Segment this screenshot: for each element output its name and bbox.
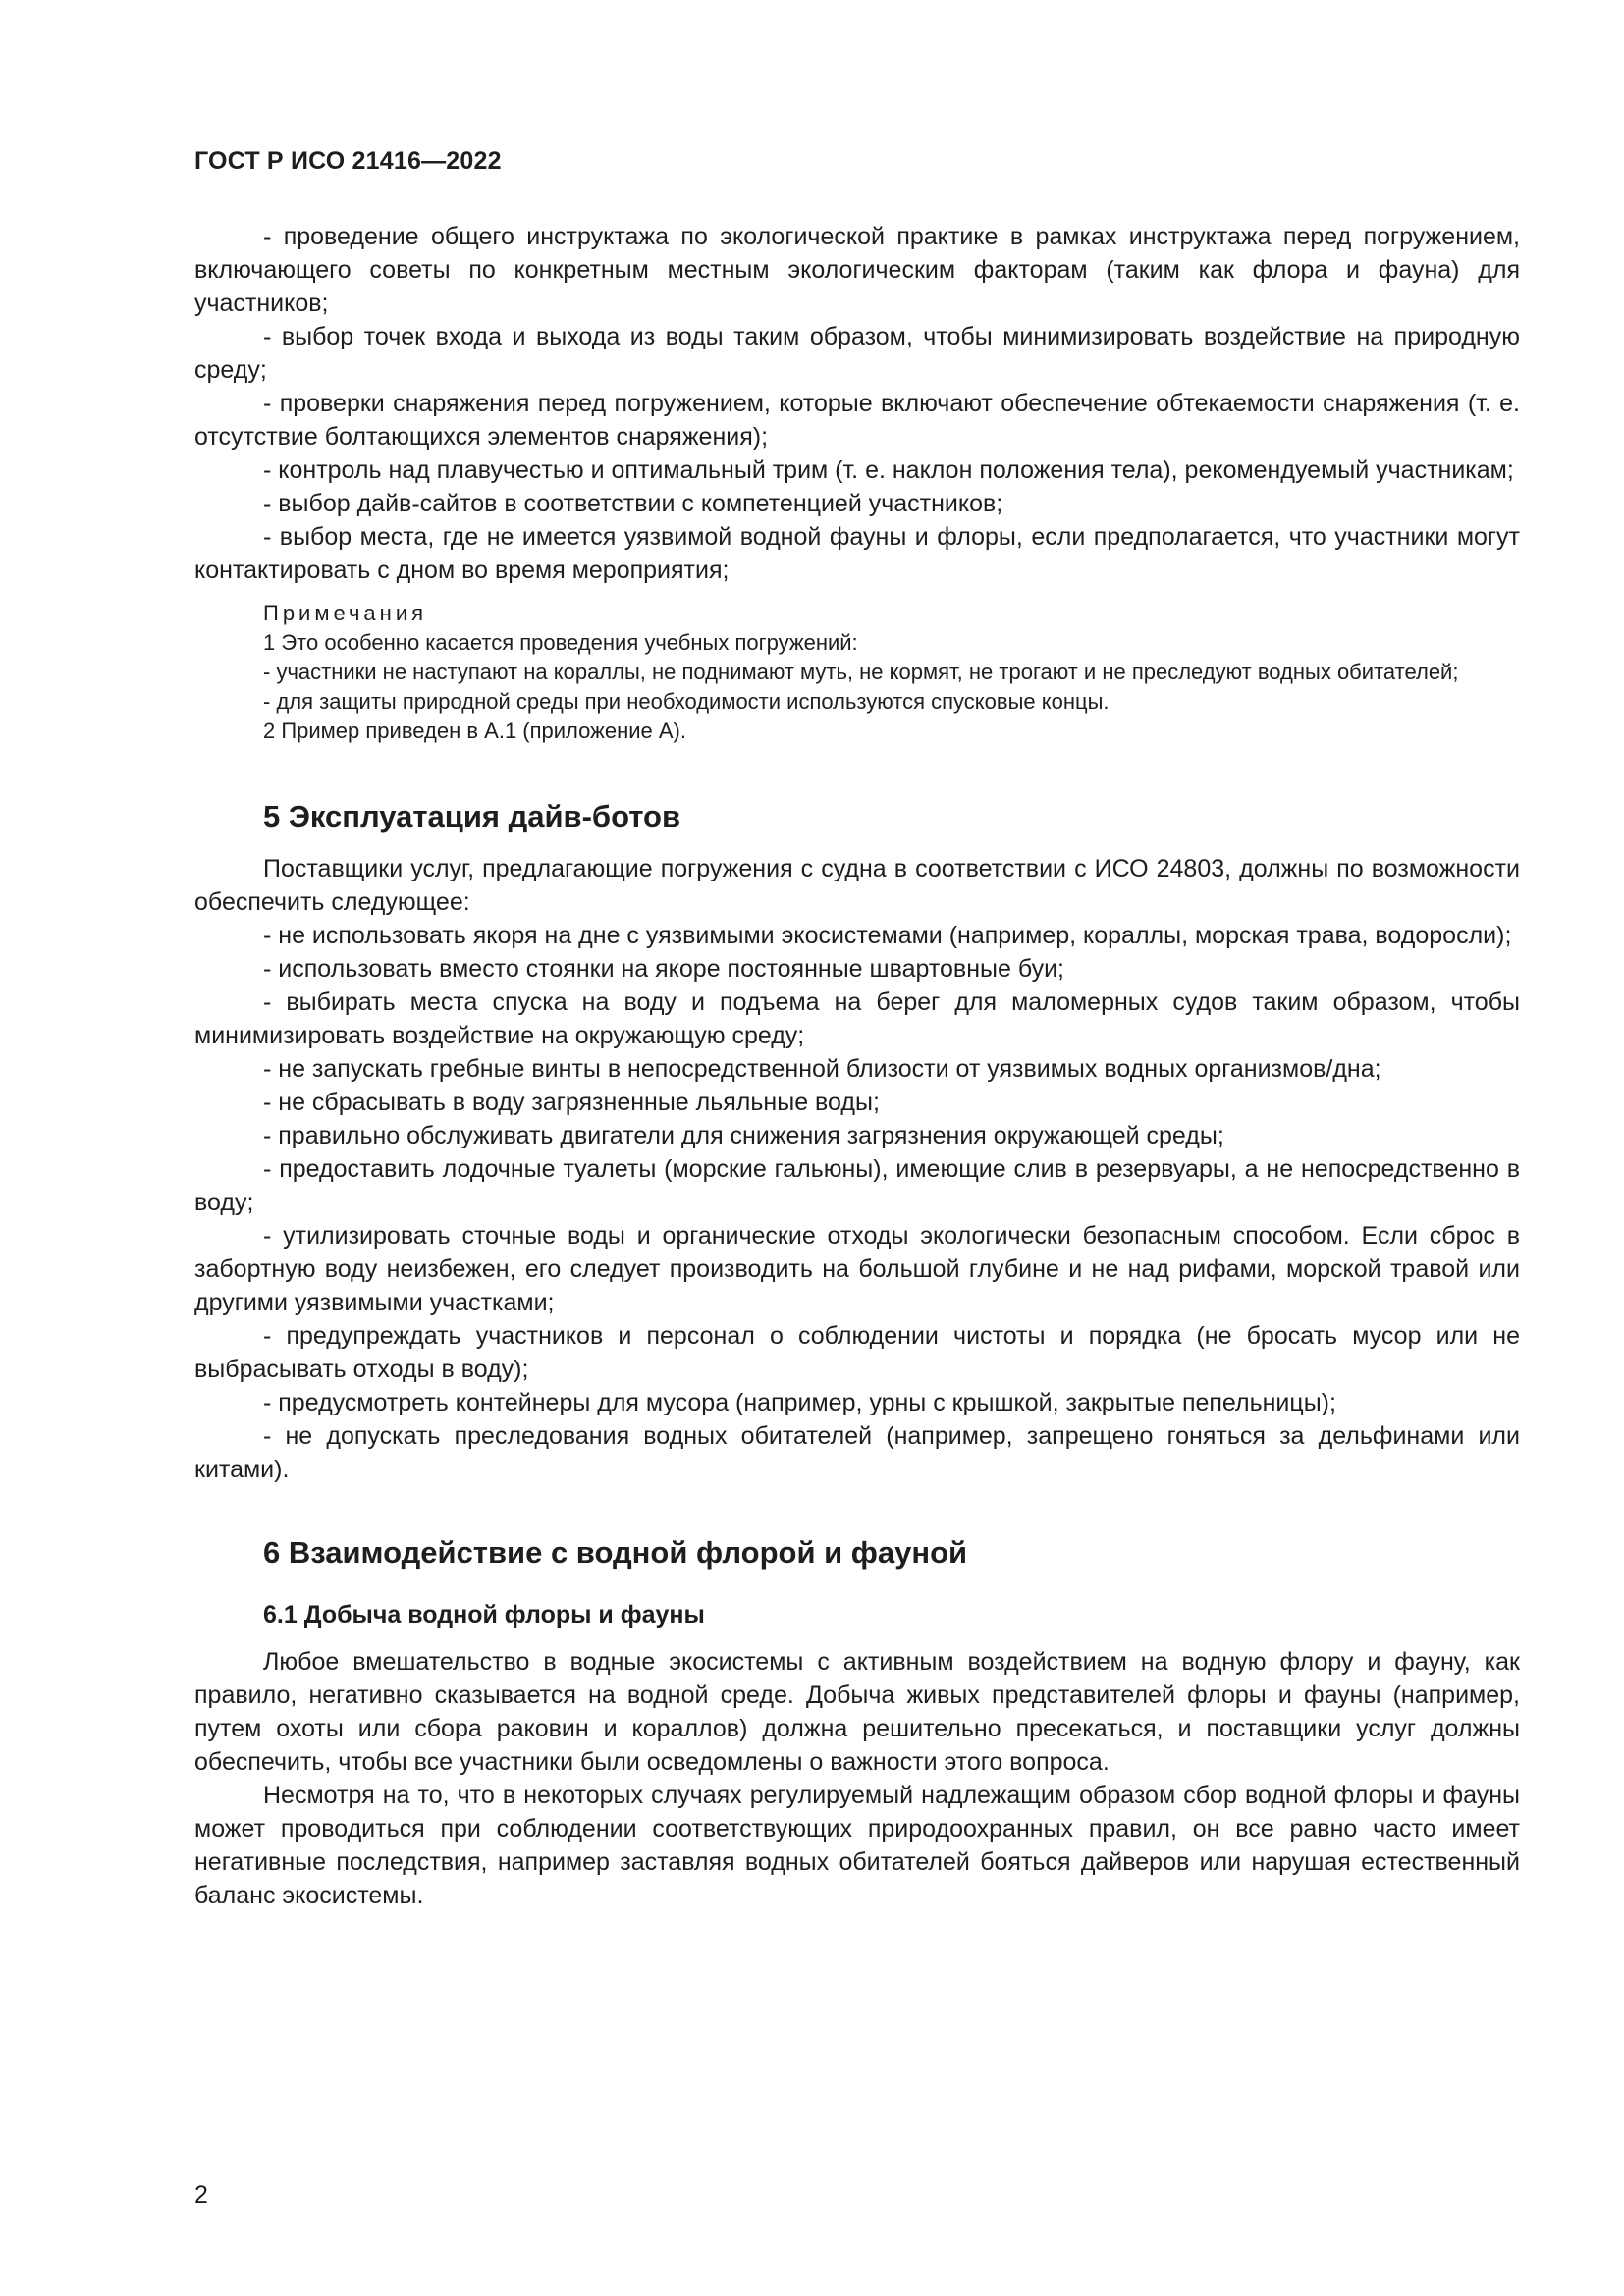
list-item: - утилизировать сточные воды и органические отходы экологически безопасным способом. Если сброс в забортную воду неизбежен, его следует производить на большой глубине и не над рифами, морской травой или другими уязвимыми участками; bbox=[194, 1222, 1520, 1316]
list-item: - выбирать места спуска на воду и подъема на берег для маломерных судов таким образом, чтобы минимизировать воздействие на окружающую среду; bbox=[194, 988, 1520, 1049]
list-item: - не допускать преследования водных обитателей (например, запрещено гоняться за дельфинами или китами). bbox=[194, 1422, 1520, 1483]
paragraph: Любое вмешательство в водные экосистемы с активным воздействием на водную флору и фауну, как правило, негативно сказывается на водной среде. Добыча живых представителей флоры и фауны (например, путем охоты или сбора раковин и кораллов) должна решительно пресекаться, и поставщики услуг должны обеспечить, чтобы все участники были осведомлены о важности этого вопроса. bbox=[194, 1648, 1520, 1776]
note-item: 1 Это особенно касается проведения учебных погружений: bbox=[263, 630, 858, 655]
list-item: - проверки снаряжения перед погружением, которые включают обеспечение обтекаемости снаряжения (т. е. отсутствие болтающихся элементов снаряжения); bbox=[194, 390, 1520, 451]
list-item: - проведение общего инструктажа по экологической практике в рамках инструктажа перед погружением, включающего советы по конкретным местным экологическим факторам (таким как флора и фауна) для участников; bbox=[194, 223, 1520, 317]
list-item: - выбор точек входа и выхода из воды таким образом, чтобы минимизировать воздействие на природную среду; bbox=[194, 323, 1520, 384]
list-item: - предупреждать участников и персонал о соблюдении чистоты и порядка (не бросать мусор или не выбрасывать отходы в воду); bbox=[194, 1322, 1520, 1383]
note-item: 2 Пример приведен в А.1 (приложение А). bbox=[263, 719, 686, 743]
section-5-body bbox=[194, 852, 1520, 1486]
document-id-header: ГОСТ Р ИСО 21416—2022 bbox=[194, 147, 502, 175]
list-item: - не использовать якоря на дне с уязвимыми экосистемами (например, кораллы, морская трава, водоросли); bbox=[263, 922, 1512, 949]
note-item: - для защиты природной среды при необходимости используются спусковые концы. bbox=[263, 689, 1110, 714]
list-item: - контроль над плавучестью и оптимальный трим (т. е. наклон положения тела), рекомендуемый участникам; bbox=[263, 456, 1514, 484]
list-item: - предоставить лодочные туалеты (морские гальюны), имеющие слив в резервуары, а не непосредственно в воду; bbox=[194, 1155, 1520, 1216]
list-item: - не запускать гребные винты в непосредственной близости от уязвимых водных организмов/дна; bbox=[263, 1055, 1381, 1083]
section-6-heading: 6 Взаимодействие с водной флорой и фауной bbox=[263, 1535, 968, 1570]
note-item: - участники не наступают на кораллы, не поднимают муть, не кормят, не трогают и не преследуют водных обитателей; bbox=[263, 660, 1459, 684]
section-6-1-body bbox=[194, 1645, 1520, 1912]
list-item: - выбор дайв-сайтов в соответствии с компетенцией участников; bbox=[263, 490, 1003, 517]
page-content bbox=[194, 220, 1520, 1912]
list-item: - не сбрасывать в воду загрязненные льяльные воды; bbox=[263, 1089, 880, 1116]
notes-title: Примечания bbox=[263, 601, 428, 625]
intro-list bbox=[194, 220, 1520, 587]
section-6-1-heading: 6.1 Добыча водной флоры и фауны bbox=[263, 1601, 705, 1629]
list-item: - предусмотреть контейнеры для мусора (например, урны с крышкой, закрытые пепельницы); bbox=[263, 1389, 1336, 1416]
notes-block bbox=[194, 599, 1520, 746]
section-5-intro: Поставщики услуг, предлагающие погружения с судна в соответствии с ИСО 24803, должны по возможности обеспечить следующее: bbox=[194, 855, 1520, 916]
page-number: 2 bbox=[194, 2181, 208, 2209]
section-5-heading: 5 Эксплуатация дайв-ботов bbox=[263, 799, 681, 833]
list-item: - использовать вместо стоянки на якоре постоянные швартовные буи; bbox=[263, 955, 1065, 983]
paragraph: Несмотря на то, что в некоторых случаях регулируемый надлежащим образом сбор водной флоры и фауны может проводиться при соблюдении соответствующих природоохранных правил, он все равно часто имеет негативные последствия, например заставляя водных обитателей бояться дайверов или нарушая естественный баланс экосистемы. bbox=[194, 1782, 1520, 1909]
list-item: - правильно обслуживать двигатели для снижения загрязнения окружающей среды; bbox=[263, 1122, 1224, 1149]
list-item: - выбор места, где не имеется уязвимой водной фауны и флоры, если предполагается, что участники могут контактировать с дном во время мероприятия; bbox=[194, 523, 1520, 584]
